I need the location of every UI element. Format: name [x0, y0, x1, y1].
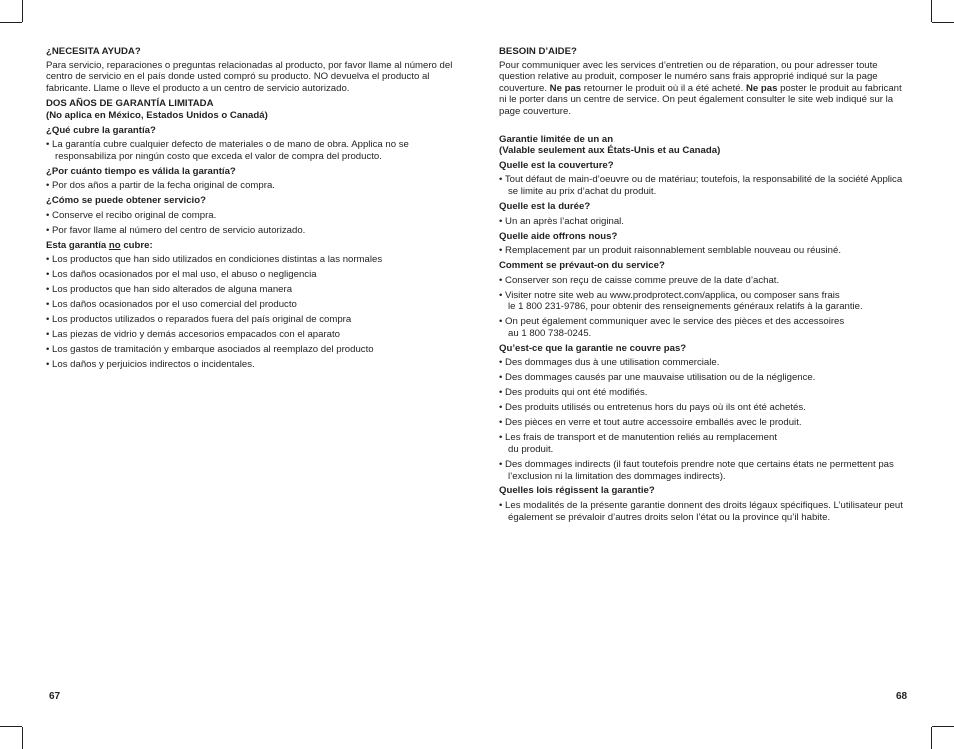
exclusions-list-simple [499, 357, 903, 429]
list-item [499, 417, 903, 429]
duration-list [499, 216, 903, 228]
list-item-text: du produit. [508, 443, 554, 455]
list-item-text: On peut également communiquer avec le service des pièces et des accessoires [505, 316, 845, 328]
list-item-text: Los daños ocasionados por el mal uso, el abuso o negligencia [52, 269, 317, 281]
spacer [499, 122, 903, 134]
help-bold-part: Ne pas [745, 82, 778, 94]
list-item [499, 402, 903, 414]
list-item [46, 269, 458, 281]
bullet: • [46, 284, 50, 296]
question-help: Quelle aide offrons nous? [499, 230, 618, 242]
list-item-text: Conserve el recibo original de compra. [52, 209, 217, 221]
list-item-text: Por favor llame al número del centro de servicio autorizado. [52, 224, 306, 236]
bullet: • [499, 357, 503, 369]
warranty-heading: Garantie limitée de un an [499, 133, 614, 145]
bullet: • [499, 372, 503, 384]
duration-list [46, 180, 458, 192]
crop-mark-top-right-h [932, 22, 954, 23]
crop-mark-top-left-h [0, 22, 22, 23]
list-item [46, 254, 458, 266]
list-item-text: Los productos que han sido utilizados en condiciones distintas a las normales [52, 254, 383, 266]
list-item-text: le 1 800 231-9786, pour obtenir des renseignements généraux relatifs à la garantie. [508, 301, 863, 313]
french-column [499, 46, 903, 527]
list-item [46, 225, 458, 237]
list-item [499, 174, 903, 197]
list-item-text: Los productos utilizados o reparados fuera del país original de compra [52, 314, 352, 326]
bullet: • [46, 344, 50, 356]
bullet: • [499, 500, 503, 512]
bullet: • [46, 209, 50, 221]
list-item [499, 432, 903, 455]
exclusions-heading-start: Esta garantía [46, 239, 109, 251]
list-item [46, 210, 458, 222]
list-item-text: Los daños ocasionados por el uso comercial del producto [52, 299, 297, 311]
question-service: Comment se prévaut-on du service? [499, 260, 665, 272]
question-exclusions [46, 240, 458, 252]
question-coverage: Quelle est la couverture? [499, 159, 614, 171]
bullet: • [499, 417, 503, 429]
bullet: • [46, 269, 50, 281]
list-item-text: Tout défaut de main-d’oeuvre ou de matériau; toutefois, la responsabilité de la société Applica se limite au prix d’achat du produit. [504, 174, 903, 197]
bullet: • [499, 458, 503, 470]
list-item-text: Des produits utilisés ou entretenus hors du pays où ils ont été achetés. [505, 402, 806, 414]
exclusions-list [499, 357, 903, 482]
service-list [499, 275, 903, 340]
crop-mark-bottom-left-h [0, 726, 22, 727]
list-item [499, 387, 903, 399]
list-item-text: La garantía cubre cualquier defecto de materiales o de mano de obra. Applica no se responsabiliza por ningún costo que exceda el valor de compra del producto. [52, 139, 409, 162]
crop-mark-bottom-right-h [932, 726, 954, 727]
exclusions-heading-end: cubre: [120, 239, 153, 251]
list-item [46, 139, 458, 162]
help-text-part: poster le produit au fabricant ni le porter dans un centre de service. On peut également consulter le site web indiqué sur la page couverture. [499, 82, 902, 117]
list-item [499, 372, 903, 384]
exclusions-list [46, 254, 458, 370]
question-exclusions: Qu’est-ce que la garantie ne couvre pas? [499, 342, 687, 354]
list-item [499, 216, 903, 228]
exclusions-heading-underlined: no [108, 239, 121, 251]
list-item-text: Los gastos de tramitación y embarque asociados al reemplazo del producto [52, 344, 374, 356]
bullet: • [46, 299, 50, 311]
list-item [46, 359, 458, 371]
warranty-heading: DOS AÑOS DE GARANTÍA LIMITADA [46, 98, 214, 110]
coverage-list [499, 174, 903, 197]
crop-mark-bottom-right-v [931, 727, 932, 749]
bullet: • [499, 387, 503, 399]
list-item [499, 275, 903, 287]
bullet: • [46, 314, 50, 326]
crop-mark-top-right-v [931, 0, 932, 22]
bullet: • [499, 215, 503, 227]
help-text-part: retourner le produit où il a été acheté. [581, 82, 746, 94]
list-item-text: Des dommages dus à une utilisation commerciale. [505, 357, 720, 369]
bullet: • [499, 274, 503, 286]
spanish-column [46, 46, 458, 374]
list-item-text: Remplacement par un produit raisonnablement semblable nouveau ou réusiné. [505, 245, 842, 257]
list-item-text: Des dommages indirects (il faut toutefois prendre note que certains états ne permettent pas l’exclusion ni la limitation des dommages indirects). [505, 458, 894, 482]
list-item-text: Las piezas de vidrio y demás accesorios empacados con el aparato [52, 329, 341, 341]
help-paragraph [499, 60, 903, 118]
help-bold-part: Ne pas [549, 82, 582, 94]
bullet: • [499, 174, 503, 186]
list-item [46, 299, 458, 311]
list-item [46, 344, 458, 356]
list-item-text: Un an après l’achat original. [505, 215, 624, 227]
list-item [499, 459, 903, 482]
list-item [499, 316, 903, 339]
crop-mark-top-left-v [22, 0, 23, 22]
list-item-text: Los productos que han sido alterados de alguna manera [52, 284, 293, 296]
help-text-part: Pour communiquer avec les services d’entretien ou de réparation, ou pour adresser toute question relative au produit, composer le numéro sans frais approprié indiqué sur la page couverture. [499, 59, 878, 94]
bullet: • [46, 329, 50, 341]
bullet: • [499, 316, 503, 328]
bullet: • [499, 402, 503, 414]
bullet: • [46, 180, 50, 192]
list-item-text: Visiter notre site web au www.prodprotect.com/applica, ou composer sans frais [505, 289, 840, 301]
question-duration: Quelle est la durée? [499, 200, 591, 212]
list-item [499, 290, 903, 313]
question-laws: Quelles lois régissent la garantie? [499, 485, 655, 497]
list-item-text: Les frais de transport et de manutention reliés au remplacement [505, 432, 778, 444]
list-item [499, 500, 903, 523]
list-item-text: Des dommages causés par une mauvaise utilisation ou de la négligence. [505, 372, 816, 384]
coverage-list [46, 139, 458, 162]
question-service: ¿Cómo se puede obtener servicio? [46, 195, 206, 207]
bullet: • [499, 245, 503, 257]
help-heading: BESOIN D’AIDE? [499, 46, 577, 57]
warranty-subheading: (Valable seulement aux États-Unis et au Canada) [499, 145, 721, 157]
list-item-text: Des pièces en verre et tout autre accessoire emballés avec le produit. [505, 417, 802, 429]
list-item-text: Conserver son reçu de caisse comme preuve de la date d’achat. [505, 274, 780, 286]
list-item-text: Los daños y perjuicios indirectos o incidentales. [52, 359, 255, 371]
page-number-left: 67 [49, 691, 61, 702]
list-item-text: Les modalités de la présente garantie donnent des droits légaux spécifiques. L’utilisateur peut également se prévaloir d’autres droits selon l’état ou la province qu’il habite. [505, 500, 903, 523]
list-item [46, 284, 458, 296]
page-number-right: 68 [896, 691, 908, 702]
help-heading: ¿NECESITA AYUDA? [46, 46, 141, 57]
help-paragraph: Para servicio, reparaciones o preguntas relacionadas al producto, por favor llame al número del centro de servicio en el país donde usted compró su producto. NO devuelva el producto al fabricante. Llame o lleve el producto a un centro de servicio autorizado. [46, 59, 453, 94]
service-list [46, 210, 458, 237]
list-item-text: Por dos años a partir de la fecha original de compra. [52, 180, 275, 192]
bullet: • [46, 359, 50, 371]
crop-mark-bottom-left-v [22, 727, 23, 749]
bullet: • [46, 139, 50, 151]
list-item [46, 180, 458, 192]
help-list [499, 245, 903, 257]
list-item [46, 314, 458, 326]
laws-list [499, 500, 903, 523]
warranty-subheading: (No aplica en México, Estados Unidos o Canadá) [46, 109, 268, 121]
list-item [499, 357, 903, 369]
bullet: • [499, 289, 503, 301]
bullet: • [46, 254, 50, 266]
question-coverage: ¿Qué cubre la garantía? [46, 124, 156, 136]
list-item [46, 329, 458, 341]
list-item [499, 245, 903, 257]
bullet: • [499, 432, 503, 444]
bullet: • [46, 224, 50, 236]
list-item-text: au 1 800 738-0245. [508, 327, 592, 339]
question-duration: ¿Por cuánto tiempo es válida la garantía? [46, 165, 236, 177]
list-item-text: Des produits qui ont été modifiés. [505, 387, 648, 399]
